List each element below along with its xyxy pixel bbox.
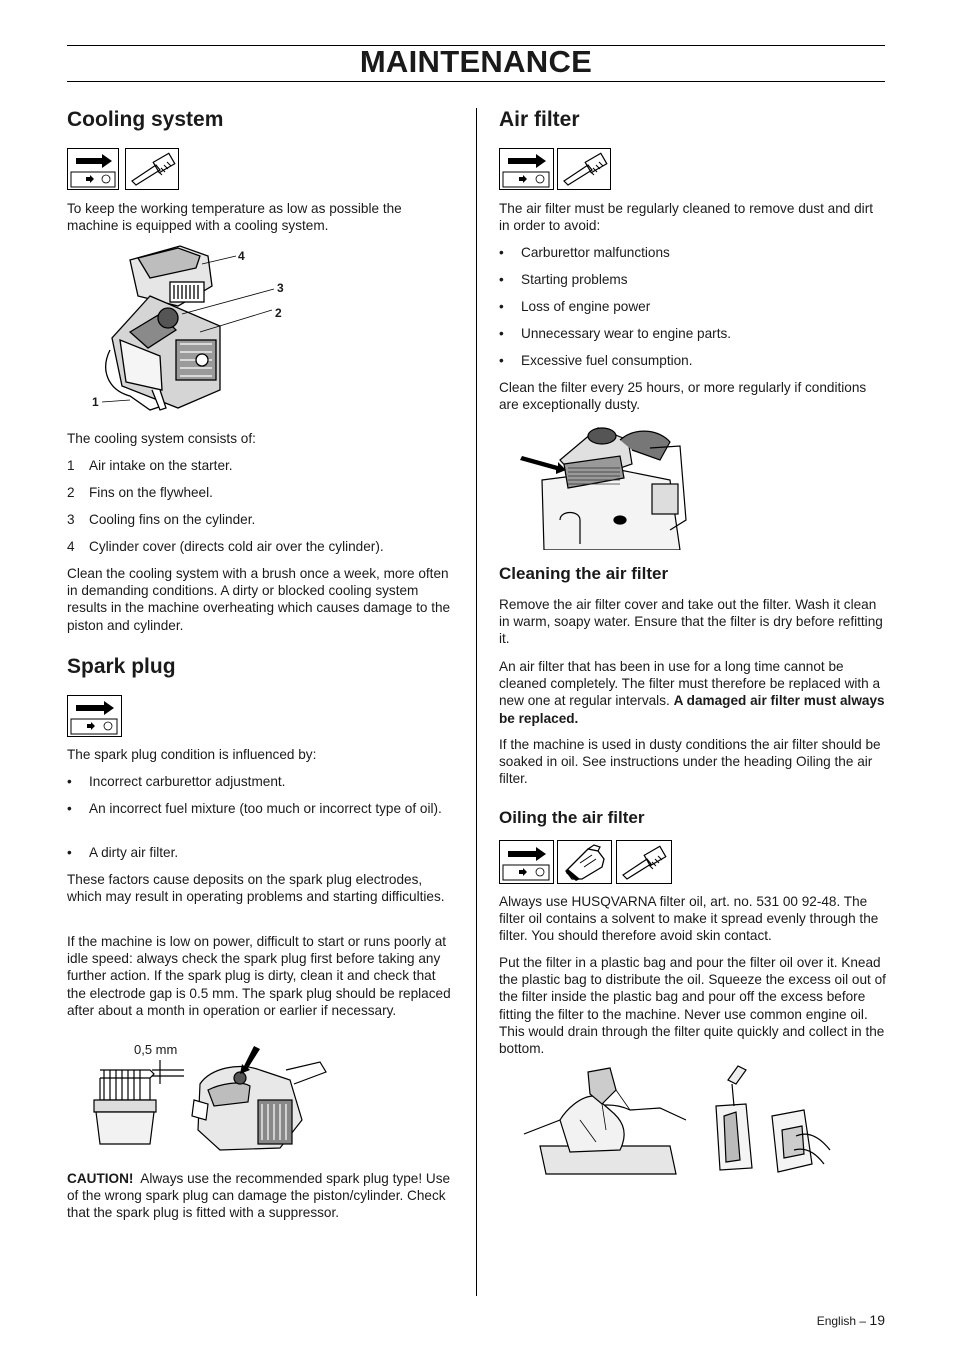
item-text: Cooling fins on the cylinder. [89, 512, 256, 527]
cleaning-warning: A damaged air filter must always be replaced. [499, 693, 885, 726]
oiling-heading: Oiling the air filter [499, 808, 645, 827]
footer-dash: – [859, 1314, 867, 1328]
cleaning-heading: Cleaning the air filter [499, 564, 669, 583]
air-filter-heading: Air filter [499, 108, 580, 131]
callout-1: 1 [92, 395, 99, 409]
maintenance-arrow-icon [67, 695, 122, 737]
page-number: 19 [869, 1312, 885, 1328]
caution-text: Always use the recommended spark plug type! Use of the wrong spark plug can damage the piston/cylinder. Check that the spark plug is fitted with a suppressor. [67, 1171, 451, 1221]
protective-glove-icon [557, 840, 612, 884]
cleaning-paragraph-1: Remove the air filter cover and take out the filter. Wash it clean in warm, soapy water. Ensure that the filter is dry before refitting it. [499, 597, 883, 647]
item-number: 3 [67, 512, 75, 527]
brush-icon [616, 840, 672, 884]
brush-icon [557, 148, 611, 190]
item-text: Loss of engine power [521, 299, 651, 314]
spark-caution [67, 1170, 457, 1222]
item-text: Cylinder cover (directs cold air over the cylinder). [89, 539, 384, 554]
bullet: • [499, 353, 504, 368]
item-text: Incorrect carburettor adjustment. [89, 774, 286, 789]
maintenance-arrow-icon [499, 148, 554, 190]
footer-language: English [816, 1314, 857, 1328]
item-text: Excessive fuel consumption. [521, 353, 693, 368]
air-intro: The air filter must be regularly cleaned to remove dust and dirt in order to avoid: [499, 201, 874, 234]
spark-plug-illustration [90, 1040, 330, 1160]
cleaning-text: An air filter that has been in use for a long time cannot be cleaned completely. The filter must therefore be replaced with a new one at regular intervals. [499, 659, 881, 709]
cooling-heading: Cooling system [67, 108, 224, 131]
spark-low-power: If the machine is low on power, difficult to start or runs poorly at idle speed: always check the spark plug first before taking any further action. If the spark plug is dirty, clean it and check that the electrode gap is 0.5 mm. The spark plug should be replaced after about a month in operation or earlier if necessary. [67, 934, 451, 1018]
cooling-clean: Clean the cooling system with a brush once a week, more often in demanding conditions. A dirty or blocked cooling system results in the machine overheating which causes damage to the piston and cylinder. [67, 566, 451, 633]
spark-heading: Spark plug [67, 655, 176, 678]
bullet: • [67, 845, 72, 860]
bullet: • [499, 245, 504, 260]
maintenance-arrow-icon [67, 148, 119, 190]
bullet: • [67, 801, 72, 816]
gap-label: 0,5 mm [134, 1042, 178, 1057]
oiling-filter-illustration [520, 1060, 840, 1178]
air-filter-illustration [520, 420, 700, 550]
caution-label: CAUTION! [67, 1171, 134, 1186]
oiling-paragraph-2: Put the filter in a plastic bag and pour the filter oil over it. Knead the plastic bag to distribute the oil. Squeeze the excess oil out of the filter inside the plastic bag and pour off the excess before fitting the filter to the machine. Never use common engine oil. This would drain through the filter quite quickly and collect in the bottom. [499, 955, 886, 1057]
item-text: Unnecessary wear to engine parts. [521, 326, 732, 341]
item-text: Fins on the flywheel. [89, 485, 213, 500]
page-footer [817, 1312, 885, 1328]
cleaning-paragraph-2 [499, 658, 889, 727]
bullet: • [499, 326, 504, 341]
item-number: 1 [67, 458, 75, 473]
cleaning-paragraph-3: If the machine is used in dusty conditions the air filter should be soaked in oil. See instructions under the heading Oiling the air filter. [499, 737, 881, 787]
item-text: Carburettor malfunctions [521, 245, 670, 260]
item-number: 2 [67, 485, 75, 500]
spark-intro: The spark plug condition is influenced by: [67, 747, 317, 762]
callout-4: 4 [238, 249, 245, 263]
cooling-intro: To keep the working temperature as low as possible the machine is equipped with a cooling system. [67, 201, 402, 234]
column-divider [476, 108, 477, 1296]
cooling-system-illustration [90, 240, 300, 418]
bullet: • [499, 272, 504, 287]
callout-3: 3 [277, 281, 284, 295]
item-text: Starting problems [521, 272, 628, 287]
brush-icon [125, 148, 179, 190]
bullet: • [67, 774, 72, 789]
item-text: Air intake on the starter. [89, 458, 233, 473]
header-bottom-rule [67, 81, 885, 82]
item-number: 4 [67, 539, 75, 554]
cooling-consists: The cooling system consists of: [67, 431, 256, 446]
bullet: • [499, 299, 504, 314]
callout-2: 2 [275, 306, 282, 320]
page-title: MAINTENANCE [359, 44, 593, 79]
maintenance-arrow-icon [499, 840, 554, 884]
oiling-paragraph-1: Always use HUSQVARNA filter oil, art. no. 531 00 92-48. The filter oil contains a solvent to make it spread evenly through the filter. You should therefore avoid skin contact. [499, 894, 879, 944]
air-clean-every: Clean the filter every 25 hours, or more regularly if conditions are exceptionally dusty. [499, 380, 867, 413]
item-text: A dirty air filter. [89, 845, 179, 860]
spark-factors: These factors cause deposits on the spark plug electrodes, which may result in operating problems and starting difficulties. [67, 872, 445, 905]
item-text: An incorrect fuel mixture (too much or incorrect type of oil). [89, 801, 442, 816]
